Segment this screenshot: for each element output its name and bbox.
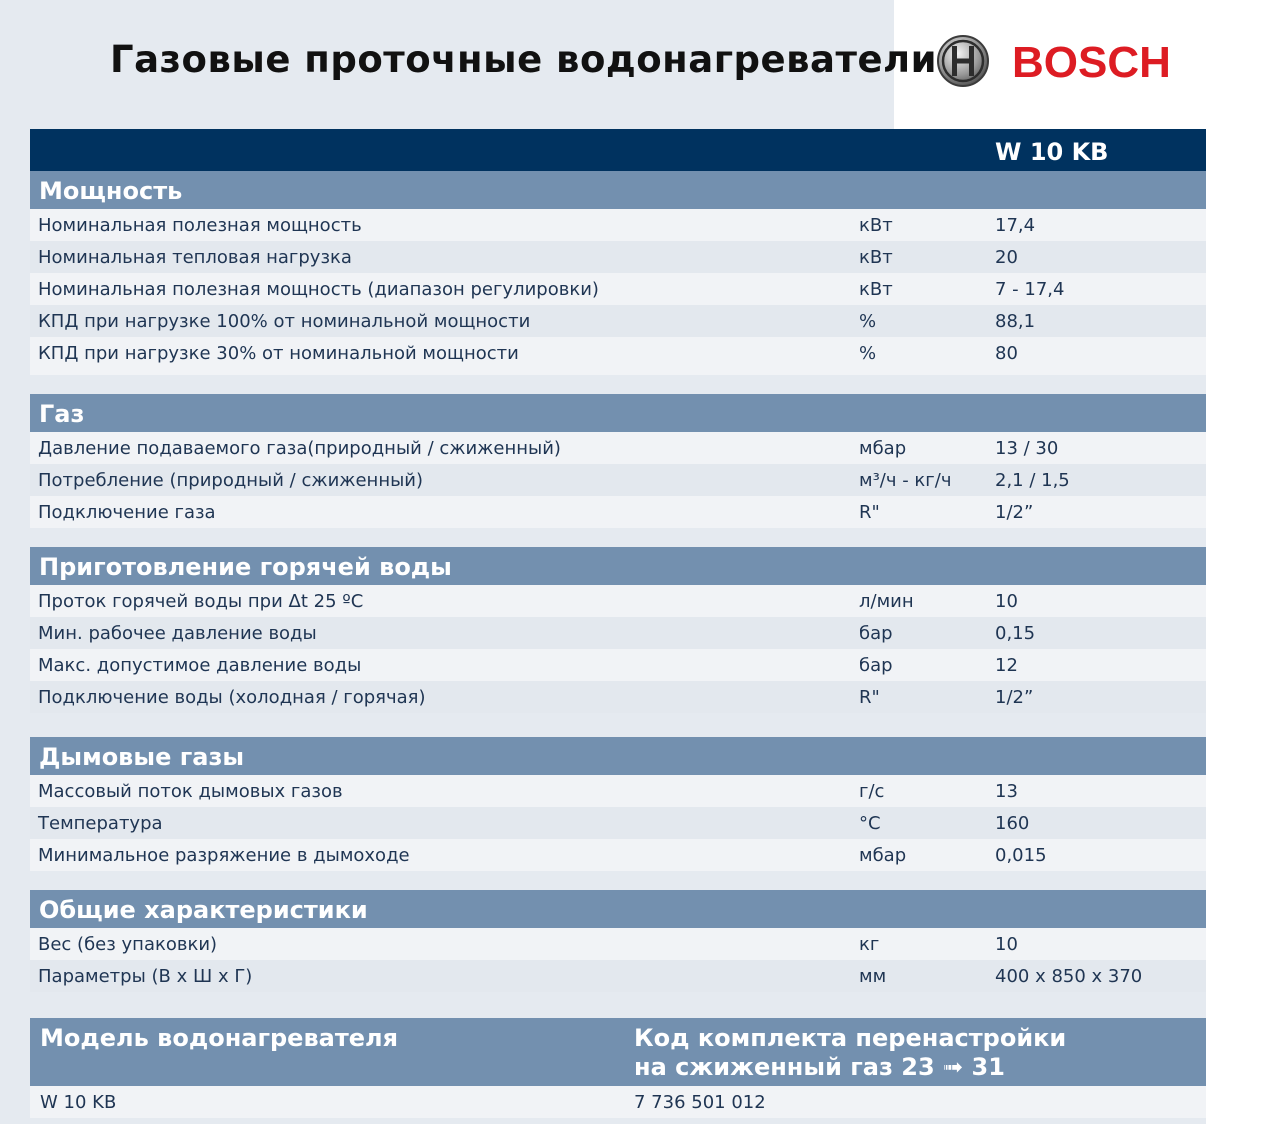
row-unit: кг [859, 934, 880, 955]
section-gap [30, 375, 1206, 394]
row-unit: кВт [859, 279, 893, 300]
specs-table [30, 129, 1206, 1118]
row-label: Минимальное разряжение в дымоходе [38, 845, 410, 866]
row-value: 7 - 17,4 [995, 279, 1065, 300]
row-value: 10 [995, 934, 1018, 955]
kit-code-header-line2: на сжиженный газ 23 ➟ 31 [634, 1053, 1005, 1081]
row-label: Вес (без упаковки) [38, 934, 218, 955]
kit-table-header [30, 1018, 1206, 1086]
kit-table-row [30, 1086, 1206, 1118]
row-label: Мин. рабочее давление воды [38, 623, 317, 644]
table-row [30, 305, 1206, 337]
section-gas [30, 394, 1206, 547]
bosch-emblem-icon [936, 34, 990, 88]
row-value: 1/2” [995, 502, 1034, 523]
table-row [30, 585, 1206, 617]
table-row [30, 496, 1206, 528]
row-value: 80 [995, 343, 1018, 364]
row-value: 13 [995, 781, 1018, 802]
section-power [30, 171, 1206, 394]
table-row [30, 209, 1206, 241]
row-value: 12 [995, 655, 1018, 676]
row-unit: кВт [859, 247, 893, 268]
section-gap [30, 871, 1206, 890]
kit-col-model-header: Модель водонагревателя [40, 1024, 399, 1052]
table-row [30, 839, 1206, 871]
row-unit: % [859, 343, 877, 364]
row-value: 2,1 / 1,5 [995, 470, 1070, 491]
page-title: Газовые проточные водонагреватели [110, 38, 938, 81]
table-row [30, 617, 1206, 649]
row-value: 0,15 [995, 623, 1036, 644]
table-row [30, 681, 1206, 713]
row-label: Потребление (природный / сжиженный) [38, 470, 424, 491]
row-label: КПД при нагрузке 100% от номинальной мощности [38, 311, 531, 332]
bosch-wordmark: BOSCH [1012, 38, 1171, 87]
table-row [30, 649, 1206, 681]
section-gap [30, 528, 1206, 547]
row-label: Подключение газа [38, 502, 216, 523]
row-unit: г/с [859, 781, 885, 802]
row-value: 160 [995, 813, 1030, 834]
row-label: Номинальная полезная мощность [38, 215, 362, 236]
section-title: Дымовые газы [30, 737, 1206, 775]
row-unit: л/мин [859, 591, 914, 612]
row-unit: бар [859, 623, 893, 644]
row-value: 13 / 30 [995, 438, 1059, 459]
table-row [30, 807, 1206, 839]
table-row [30, 960, 1206, 992]
table-row [30, 241, 1206, 273]
row-value: 1/2” [995, 687, 1034, 708]
kit-col-code-header [634, 1024, 1066, 1082]
section-title: Мощность [30, 171, 1206, 209]
section-general [30, 890, 1206, 1018]
row-label: Номинальная тепловая нагрузка [38, 247, 352, 268]
model-column-header: W 10 KB [995, 138, 1109, 166]
table-row [30, 928, 1206, 960]
row-label: Макс. допустимое давление воды [38, 655, 362, 676]
section-title: Приготовление горячей воды [30, 547, 1206, 585]
section-flue-gases [30, 737, 1206, 890]
row-unit: мбар [859, 845, 907, 866]
kit-code-value: 7 736 501 012 [634, 1092, 766, 1113]
kit-model-value: W 10 KB [40, 1092, 117, 1113]
model-header-bar [30, 129, 1206, 171]
section-hot-water [30, 547, 1206, 737]
row-unit: мм [859, 966, 887, 987]
row-unit: % [859, 311, 877, 332]
row-label: Температура [38, 813, 163, 834]
section-gap [30, 992, 1206, 1018]
row-unit: мбар [859, 438, 907, 459]
table-row [30, 432, 1206, 464]
row-unit: R" [859, 687, 880, 708]
row-value: 17,4 [995, 215, 1036, 236]
row-value: 20 [995, 247, 1018, 268]
row-value: 0,015 [995, 845, 1047, 866]
row-label: Проток горячей воды при Δt 25 ºC [38, 591, 364, 612]
row-label: Давление подаваемого газа(природный / сжиженный) [38, 438, 561, 459]
row-label: Номинальная полезная мощность (диапазон регулировки) [38, 279, 599, 300]
row-value: 10 [995, 591, 1018, 612]
row-value: 88,1 [995, 311, 1036, 332]
row-label: Массовый поток дымовых газов [38, 781, 343, 802]
table-row [30, 775, 1206, 807]
row-unit: бар [859, 655, 893, 676]
row-unit: °C [859, 813, 881, 834]
table-row [30, 273, 1206, 305]
row-unit: кВт [859, 215, 893, 236]
row-label: Параметры (В х Ш х Г) [38, 966, 253, 987]
table-row [30, 464, 1206, 496]
kit-code-header-line1: Код комплекта перенастройки [634, 1024, 1067, 1052]
row-label: КПД при нагрузке 30% от номинальной мощности [38, 343, 519, 364]
row-unit: R" [859, 502, 880, 523]
section-title: Общие характеристики [30, 890, 1206, 928]
section-gap [30, 718, 1206, 737]
row-label: Подключение воды (холодная / горячая) [38, 687, 426, 708]
table-row [30, 337, 1206, 369]
section-title: Газ [30, 394, 1206, 432]
row-value: 400 х 850 х 370 [995, 966, 1143, 987]
row-unit: м³/ч - кг/ч [859, 470, 952, 491]
